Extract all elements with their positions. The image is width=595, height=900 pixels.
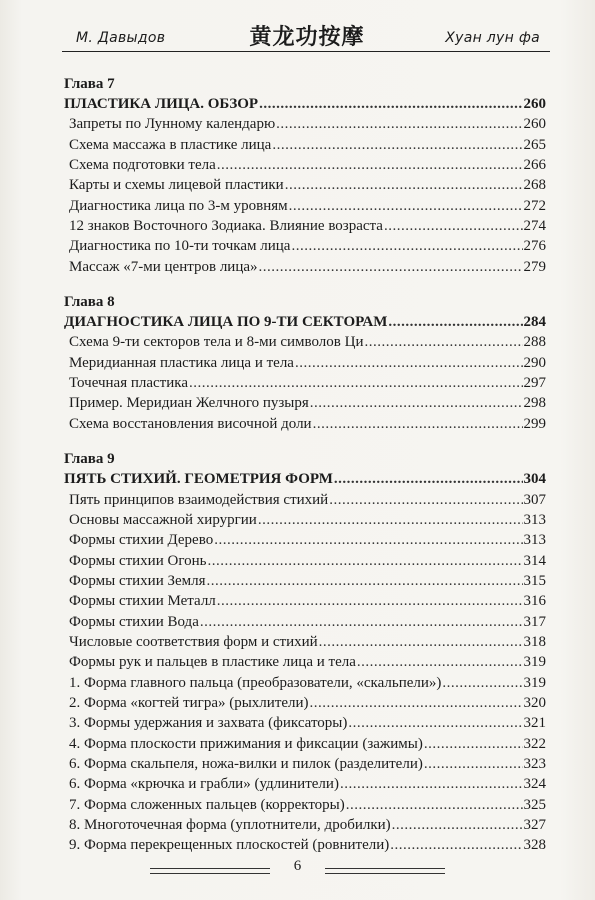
toc-entry[interactable] — [64, 114, 546, 134]
entry-title: 9. Форма перекрещенных плоскостей (ровнители) — [69, 837, 390, 854]
dot-leader — [310, 693, 523, 713]
page-number: 6 — [293, 858, 302, 874]
entry-title: Карты и схемы лицевой пластики — [69, 177, 284, 194]
entry-page-number: 319 — [523, 654, 546, 671]
dot-leader — [207, 571, 523, 591]
entry-title: Диагностика лица по 3-м уровням — [69, 197, 288, 214]
toc-entry[interactable] — [64, 734, 546, 754]
dot-leader — [207, 551, 522, 571]
dot-leader — [442, 673, 522, 693]
entry-page-number: 327 — [523, 817, 546, 833]
entry-title: ПЛАСТИКА ЛИЦА. ОБЗОР — [64, 96, 259, 112]
entry-page-number: 266 — [523, 157, 546, 174]
dot-leader — [340, 774, 523, 794]
dot-leader — [217, 155, 523, 175]
toc-entry[interactable] — [64, 196, 546, 216]
toc-entry[interactable] — [64, 175, 546, 195]
dot-leader — [259, 94, 522, 114]
toc-entry[interactable] — [64, 713, 546, 733]
chapter-gap — [64, 277, 546, 292]
toc-entry[interactable] — [64, 373, 546, 393]
entry-page-number: 274 — [523, 218, 546, 235]
entry-title: Формы стихии Дерево — [69, 532, 214, 549]
chapter-label: Глава 8 — [64, 294, 115, 311]
entry-title: Пять принципов взаимодействия стихий — [69, 491, 329, 508]
toc-entry[interactable] — [64, 257, 546, 277]
entry-page-number: 265 — [523, 136, 546, 153]
entry-title: 12 знаков Восточного Зодиака. Влияние возраста — [69, 218, 383, 235]
dot-leader — [390, 835, 522, 855]
dot-leader — [392, 815, 523, 835]
entry-title: Основы массажной хирургии — [69, 511, 257, 528]
dot-leader — [289, 196, 523, 216]
toc-entry[interactable] — [64, 652, 546, 672]
entry-page-number: 328 — [523, 837, 546, 854]
dot-leader — [424, 754, 523, 774]
entry-page-number: 313 — [523, 532, 546, 549]
footer-ornament-right — [325, 868, 445, 874]
entry-page-number: 316 — [523, 593, 546, 610]
toc-entry[interactable] — [64, 353, 546, 373]
dot-leader — [313, 414, 523, 434]
entry-title: Схема восстановления височной доли — [69, 415, 312, 432]
entry-page-number: 288 — [523, 334, 546, 351]
toc-entry[interactable] — [64, 155, 546, 175]
entry-title: Точечная пластика — [69, 375, 188, 392]
toc-entry[interactable] — [64, 530, 546, 550]
entry-title: Числовые соответствия форм и стихий — [69, 633, 318, 650]
dot-leader — [329, 490, 522, 510]
entry-page-number: 324 — [523, 776, 546, 793]
entry-page-number: 307 — [523, 491, 546, 508]
entry-title: ДИАГНОСТИКА ЛИЦА ПО 9-ТИ СЕКТОРАМ — [64, 314, 388, 331]
dot-leader — [276, 114, 522, 134]
entry-page-number: 314 — [523, 552, 546, 569]
entry-title: Формы стихии Огонь — [69, 552, 207, 569]
dot-leader — [348, 713, 522, 733]
dot-leader — [259, 257, 523, 277]
entry-page-number: 290 — [523, 354, 546, 371]
entry-page-number: 323 — [523, 755, 546, 772]
entry-page-number: 319 — [523, 674, 546, 691]
toc-entry[interactable] — [64, 135, 546, 155]
toc-entry[interactable] — [64, 216, 546, 236]
toc-entry[interactable] — [64, 835, 546, 855]
dot-leader — [334, 469, 523, 489]
dot-leader — [295, 353, 523, 373]
entry-title: Формы стихии Земля — [69, 572, 206, 589]
entry-page-number: 276 — [523, 238, 546, 255]
dot-leader — [258, 510, 523, 530]
entry-title: Схема 9-ти секторов тела и 8-ми символов Ци — [69, 334, 364, 351]
entry-page-number: 260 — [523, 96, 546, 112]
entry-title: 3. Формы удержания и захвата (фиксаторы) — [69, 715, 348, 732]
entry-title: 1. Форма главного пальца (преобразователи, «скальпели») — [69, 674, 442, 691]
dot-leader — [217, 591, 523, 611]
toc-entry[interactable] — [64, 510, 546, 530]
entry-title: 6. Форма «крючка и грабли» (удлинители) — [69, 776, 339, 793]
table-of-contents — [64, 74, 546, 856]
entry-page-number: 321 — [523, 715, 546, 732]
entry-title: 2. Форма «когтей тигра» (рыхлители) — [69, 694, 309, 711]
entry-page-number: 279 — [523, 258, 546, 275]
toc-entry[interactable] — [64, 591, 546, 611]
toc-entry[interactable] — [64, 393, 546, 413]
entry-title: Массаж «7-ми центров лица» — [69, 258, 258, 275]
toc-entry[interactable] — [64, 774, 546, 794]
entry-page-number: 284 — [523, 314, 546, 331]
entry-page-number: 298 — [523, 395, 546, 412]
entry-page-number: 318 — [523, 633, 546, 650]
entry-title: Формы стихии Вода — [69, 613, 199, 630]
chapter-heading-entry[interactable] — [64, 469, 546, 489]
entry-title: Формы рук и пальцев в пластике лица и тела — [69, 654, 356, 671]
header-rule — [62, 51, 550, 52]
chapter-heading-entry[interactable] — [64, 312, 546, 332]
dot-leader — [285, 175, 523, 195]
entry-page-number: 320 — [523, 694, 546, 711]
entry-title: Пример. Меридиан Желчного пузыря — [69, 395, 309, 412]
dot-leader — [200, 612, 523, 632]
dot-leader — [357, 652, 523, 672]
toc-entry[interactable] — [64, 490, 546, 510]
chapter-heading-entry[interactable] — [64, 94, 546, 114]
entry-page-number: 313 — [523, 511, 546, 528]
entry-page-number: 304 — [523, 471, 546, 488]
entry-title: ПЯТЬ СТИХИЙ. ГЕОМЕТРИЯ ФОРМ — [64, 471, 333, 488]
toc-entry[interactable] — [64, 414, 546, 434]
entry-page-number: 299 — [523, 415, 546, 432]
header-title-chinese: 黄龙功按摩 — [249, 25, 365, 50]
toc-entry[interactable] — [64, 236, 546, 256]
toc-entry[interactable] — [64, 571, 546, 591]
entry-title: 6. Форма скальпеля, ножа-вилки и пилок (разделители) — [69, 755, 423, 772]
entry-title: Запреты по Лунному календарю — [69, 116, 276, 133]
dot-leader — [310, 393, 523, 413]
dot-leader — [214, 530, 522, 550]
chapter-label: Глава 7 — [64, 76, 115, 92]
entry-title: Диагностика по 10-ти точкам лица — [69, 238, 291, 255]
chapter-label: Глава 9 — [64, 451, 115, 468]
dot-leader — [189, 373, 523, 393]
toc-entry[interactable] — [64, 795, 546, 815]
toc-entry[interactable] — [64, 673, 546, 693]
toc-entry[interactable] — [64, 332, 546, 352]
entry-page-number: 297 — [523, 375, 546, 392]
entry-page-number: 268 — [523, 177, 546, 194]
toc-entry[interactable] — [64, 754, 546, 774]
toc-entry[interactable] — [64, 815, 546, 835]
chapter-gap — [64, 434, 546, 449]
dot-leader — [346, 795, 523, 815]
entry-title: 7. Форма сложенных пальцев (корректоры) — [69, 796, 345, 813]
entry-title: 8. Многоточечная форма (уплотнители, дробилки) — [69, 817, 391, 833]
dot-leader — [424, 734, 523, 754]
toc-entry[interactable] — [64, 551, 546, 571]
entry-title: Схема массажа в пластике лица — [69, 136, 272, 153]
entry-page-number: 322 — [523, 735, 546, 752]
entry-page-number: 272 — [523, 197, 546, 214]
dot-leader — [319, 632, 523, 652]
dot-leader — [272, 135, 522, 155]
toc-entry[interactable] — [64, 693, 546, 713]
entry-page-number: 260 — [523, 116, 546, 133]
entry-page-number: 325 — [523, 796, 546, 813]
entry-title: Формы стихии Металл — [69, 593, 216, 610]
header-series: Хуан лун фа — [445, 30, 540, 46]
dot-leader — [384, 216, 523, 236]
entry-title: Меридианная пластика лица и тела — [69, 354, 294, 371]
toc-entry[interactable] — [64, 612, 546, 632]
toc-entry[interactable] — [64, 632, 546, 652]
dot-leader — [388, 312, 522, 332]
header-author: М. Давыдов — [76, 30, 166, 46]
entry-title: 4. Форма плоскости прижимания и фиксации (зажимы) — [69, 735, 423, 752]
running-header — [62, 18, 550, 52]
dot-leader — [364, 332, 522, 352]
dot-leader — [291, 236, 522, 256]
entry-page-number: 315 — [523, 572, 546, 589]
entry-title: Схема подготовки тела — [69, 157, 216, 174]
entry-page-number: 317 — [523, 613, 546, 630]
